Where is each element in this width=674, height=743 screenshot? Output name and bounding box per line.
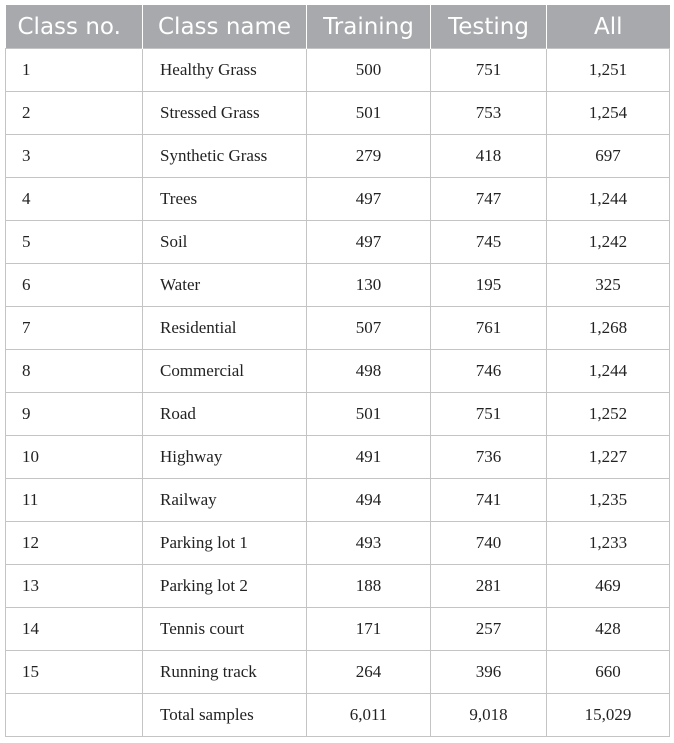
- all-cell: 1,233: [547, 522, 670, 565]
- class-no-cell: 4: [6, 178, 143, 221]
- training-cell: 498: [307, 350, 431, 393]
- class-name-cell: Residential: [143, 307, 307, 350]
- class-no-cell: 7: [6, 307, 143, 350]
- training-cell: 491: [307, 436, 431, 479]
- class-no-cell: 11: [6, 479, 143, 522]
- all-cell: 1,244: [547, 350, 670, 393]
- class-name-cell: Trees: [143, 178, 307, 221]
- header-class-name: Class name: [143, 5, 307, 49]
- header-all: All: [547, 5, 670, 49]
- training-cell: 501: [307, 92, 431, 135]
- all-cell: 1,254: [547, 92, 670, 135]
- class-no-cell: 3: [6, 135, 143, 178]
- training-cell: 279: [307, 135, 431, 178]
- class-name-cell: Synthetic Grass: [143, 135, 307, 178]
- testing-cell: 736: [431, 436, 547, 479]
- class-name-cell: Commercial: [143, 350, 307, 393]
- total-row: [6, 694, 670, 737]
- training-cell: 6,011: [307, 694, 431, 737]
- testing-cell: 751: [431, 393, 547, 436]
- training-cell: 494: [307, 479, 431, 522]
- training-cell: 264: [307, 651, 431, 694]
- class-samples-table: [5, 5, 670, 737]
- table-row: [6, 479, 670, 522]
- testing-cell: 761: [431, 307, 547, 350]
- all-cell: 469: [547, 565, 670, 608]
- table-row: [6, 565, 670, 608]
- class-no-cell: 15: [6, 651, 143, 694]
- testing-cell: 746: [431, 350, 547, 393]
- training-cell: 500: [307, 49, 431, 92]
- training-cell: 497: [307, 221, 431, 264]
- class-name-cell: Parking lot 2: [143, 565, 307, 608]
- testing-cell: 418: [431, 135, 547, 178]
- testing-cell: 745: [431, 221, 547, 264]
- header-row: [6, 5, 670, 49]
- table-row: [6, 92, 670, 135]
- class-no-cell: 14: [6, 608, 143, 651]
- class-no-cell: 12: [6, 522, 143, 565]
- table-body: [6, 49, 670, 737]
- all-cell: 1,244: [547, 178, 670, 221]
- training-cell: 507: [307, 307, 431, 350]
- testing-cell: 281: [431, 565, 547, 608]
- class-no-cell: 2: [6, 92, 143, 135]
- testing-cell: 747: [431, 178, 547, 221]
- table-row: [6, 307, 670, 350]
- testing-cell: 257: [431, 608, 547, 651]
- header-training: Training: [307, 5, 431, 49]
- training-cell: 501: [307, 393, 431, 436]
- all-cell: 15,029: [547, 694, 670, 737]
- training-cell: 493: [307, 522, 431, 565]
- all-cell: 660: [547, 651, 670, 694]
- class-name-cell: Soil: [143, 221, 307, 264]
- all-cell: 1,268: [547, 307, 670, 350]
- class-no-cell: [6, 694, 143, 737]
- all-cell: 1,251: [547, 49, 670, 92]
- table-row: [6, 49, 670, 92]
- class-name-cell: Water: [143, 264, 307, 307]
- all-cell: 1,235: [547, 479, 670, 522]
- table-row: [6, 264, 670, 307]
- class-no-cell: 6: [6, 264, 143, 307]
- class-name-cell: Tennis court: [143, 608, 307, 651]
- class-name-cell: Healthy Grass: [143, 49, 307, 92]
- table-row: [6, 436, 670, 479]
- class-no-cell: 10: [6, 436, 143, 479]
- table-row: [6, 178, 670, 221]
- table-row: [6, 350, 670, 393]
- training-cell: 130: [307, 264, 431, 307]
- all-cell: 1,242: [547, 221, 670, 264]
- class-name-cell: Running track: [143, 651, 307, 694]
- all-cell: 1,252: [547, 393, 670, 436]
- testing-cell: 751: [431, 49, 547, 92]
- table-row: [6, 135, 670, 178]
- header-class-no: Class no.: [6, 5, 143, 49]
- testing-cell: 396: [431, 651, 547, 694]
- all-cell: 428: [547, 608, 670, 651]
- all-cell: 325: [547, 264, 670, 307]
- class-name-cell: Road: [143, 393, 307, 436]
- all-cell: 697: [547, 135, 670, 178]
- training-cell: 188: [307, 565, 431, 608]
- table-row: [6, 221, 670, 264]
- class-name-cell: Total samples: [143, 694, 307, 737]
- class-no-cell: 9: [6, 393, 143, 436]
- testing-cell: 753: [431, 92, 547, 135]
- class-name-cell: Railway: [143, 479, 307, 522]
- table-row: [6, 393, 670, 436]
- testing-cell: 9,018: [431, 694, 547, 737]
- testing-cell: 741: [431, 479, 547, 522]
- class-name-cell: Highway: [143, 436, 307, 479]
- table-row: [6, 608, 670, 651]
- training-cell: 171: [307, 608, 431, 651]
- class-name-cell: Stressed Grass: [143, 92, 307, 135]
- class-name-cell: Parking lot 1: [143, 522, 307, 565]
- class-no-cell: 5: [6, 221, 143, 264]
- class-no-cell: 8: [6, 350, 143, 393]
- class-no-cell: 1: [6, 49, 143, 92]
- all-cell: 1,227: [547, 436, 670, 479]
- testing-cell: 740: [431, 522, 547, 565]
- testing-cell: 195: [431, 264, 547, 307]
- table-row: [6, 522, 670, 565]
- table-row: [6, 651, 670, 694]
- training-cell: 497: [307, 178, 431, 221]
- header-testing: Testing: [431, 5, 547, 49]
- class-no-cell: 13: [6, 565, 143, 608]
